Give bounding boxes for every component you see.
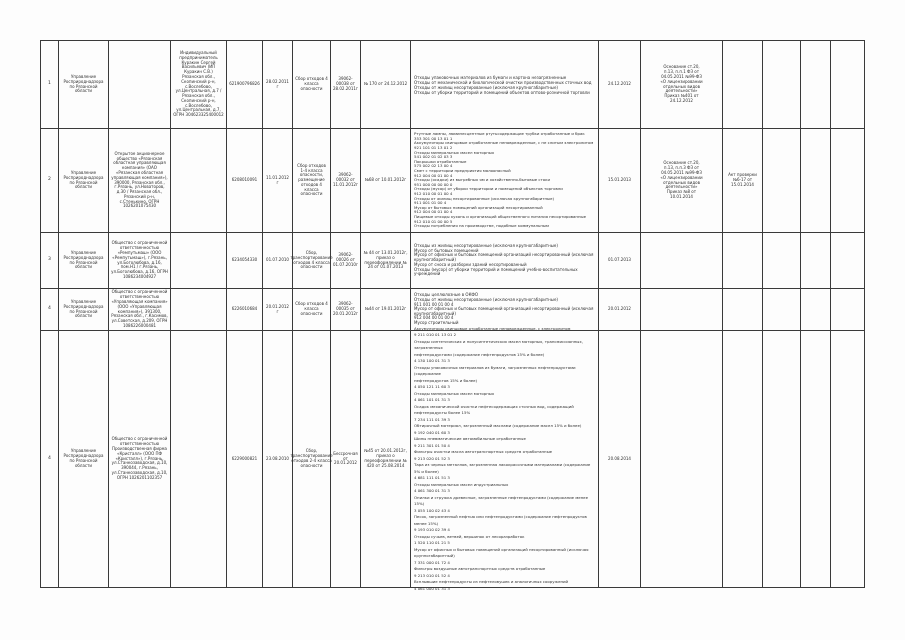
- waste-line: 4 681 111 01 51 3: [414, 475, 450, 481]
- waste-line: Мусор строительный: [414, 319, 459, 325]
- license-date: 20.01.2012 г: [263, 289, 293, 331]
- empty-cell: [171, 331, 227, 588]
- license-number: Бессрочная от 20.01.2012: [331, 331, 361, 588]
- waste-line: Пищевые отходы кухонь и организаций общественного питания несортированные: [414, 213, 586, 219]
- waste-line: Фильтры воздушные автотранспортных средств отработанные: [414, 566, 546, 572]
- empty-cell: [831, 41, 865, 129]
- license-register-table: [40, 40, 865, 591]
- waste-line: нефтепродуктов 15% и более): [414, 377, 478, 383]
- license-number: 39062-00032 от 11.01.2012г: [331, 129, 361, 233]
- waste-line: Отходы упаковочных материалов из бумаги, загрязненных нефтепродуктами (содержание: [414, 364, 576, 377]
- waste-line: 9 213 020 01 52 3: [414, 455, 450, 461]
- waste-line: 4 050 121 11 60 3: [414, 384, 450, 390]
- activity-type: Сбор, транспортирование отходов 2-4 класса опасности: [293, 331, 331, 588]
- waste-line: 911 001 01 00 4: [414, 200, 447, 206]
- waste-line: Мусор от офисных и бытовых помещений организаций несортированный (исключая крупногабаритный): [414, 306, 594, 316]
- waste-list: [411, 233, 599, 289]
- waste-line: Аккумуляторы свинцовые отработанные неповрежденные, с электролитом: [414, 325, 571, 331]
- waste-line: 912 010 01 00 00 5: [414, 218, 453, 224]
- waste-line: Отходы целлюлозные в ОКФО: [414, 292, 478, 298]
- waste-line: 9 192 040 01 60 3: [414, 429, 450, 435]
- empty-cell: [801, 129, 831, 233]
- waste-line: Аккумуляторы свинцовые отработанные неповрежденные, с не слитым электролитом: [414, 140, 594, 146]
- waste-line: Отходы упаковочных материалов из бумаги и картона незагрязненные: [414, 74, 567, 80]
- activity-type: Сбор отходов 4 класса опасности: [293, 41, 331, 129]
- empty-cell: [723, 233, 763, 289]
- empty-cell: [171, 233, 227, 289]
- order-info: №68 от 10.01.2012г: [361, 129, 411, 233]
- waste-line: 353 301 00 13 01 1: [414, 135, 453, 141]
- waste-line: Отходы (осадки) из выгребных ям и хозяйственно-бытовые стоки: [414, 177, 551, 183]
- waste-line: Мусор от бытовых помещений: [414, 247, 479, 253]
- decision-date: 15.01.2013: [599, 129, 641, 233]
- empty-cell: [171, 129, 227, 233]
- waste-line: 912 004 00 01 00 4: [414, 315, 454, 321]
- waste-line: Отходы (мусор) от уборки территории и помещений объектов торговли: [414, 186, 563, 192]
- license-date: 01.07.2010: [263, 233, 293, 289]
- waste-line: Отходы от уборки территорий и помещений объектов оптово-розничной торговли: [414, 89, 590, 95]
- authority-name: Управление Росприроднадзора по Рязанской области: [59, 233, 109, 289]
- waste-line: Отходы от жилищ несортированные (исключая крупногабаритные): [414, 84, 558, 90]
- empty-cell: [801, 331, 831, 588]
- basis-text: Основание ст.20, п.13, п.п.3 ФЗ от 04.05.2011 №99-ФЗ «О лицензировании отдельных видов деятельности» Приказ №8 от 10.01.2014: [641, 129, 723, 233]
- waste-line: 575 002 02 13 00 4: [414, 163, 453, 169]
- empty-cell: [723, 41, 763, 129]
- waste-line: 3 055 100 02 43 4: [414, 507, 450, 513]
- empty-cell: [763, 41, 801, 129]
- license-number: 39062-00026 от 01.07.2010г: [331, 233, 361, 289]
- waste-line: Отходы минеральных масел моторных: [414, 390, 495, 396]
- waste-line: 4 130 100 01 31 3: [414, 358, 450, 364]
- waste-line: 9 193 010 02 39 4: [414, 527, 450, 533]
- waste-line: Отходы синтетических и полусинтетических масел моторных, трансмиссионных, загрязненных: [414, 338, 583, 351]
- order-info: № 170 от 24.12.2012: [361, 41, 411, 129]
- activity-type: Сбор отходов 4 класса опасности: [293, 289, 331, 331]
- order-info: № 44 от 13.01.2012г, приказ о переоформлении № 24 от 01.07.2013: [361, 233, 411, 289]
- waste-line: Отходы от жилищ несортированные (исключая крупногабаритные): [414, 297, 558, 303]
- empty-cell: [763, 289, 801, 331]
- license-number: 39062-00035 от 20.01.2012г: [331, 289, 361, 331]
- authority-name: Управление Росприроднадзора по Рязанской области: [59, 129, 109, 233]
- waste-line: Фильтры очистки масла автотранспортных средств отработанные: [414, 449, 553, 455]
- inn: 6229000821: [227, 331, 263, 588]
- empty-cell: [831, 331, 865, 588]
- basis-text: Основание ст.20, п.13, п.п.1 ФЗ от 04.05.2011 №99-ФЗ «О лицензировании отдельных видов деятельности» Приказ №401 от 24.12.2012: [641, 41, 723, 129]
- waste-line: Обтирочный материал, загрязненный маслами (содержание масел 15% и более): [414, 423, 582, 429]
- waste-line: Покрышки отработанные: [414, 158, 467, 164]
- waste-line: 9 211 301 01 50 4: [414, 442, 450, 448]
- waste-line: Шины пневматические автомобильные отработанные: [414, 436, 526, 442]
- activity-type: Сбор отходов 1-4 класса опасности, размещение отходов 4 класса опасности: [293, 129, 331, 233]
- waste-line: Тара из черных металлов, загрязненная лакокрасочными материалами (содержание 5% и более): [414, 462, 591, 474]
- license-date: 11.01.2012 г: [263, 129, 293, 233]
- waste-line: 951 000 00 00 00 0: [414, 181, 453, 187]
- empty-cell: [763, 331, 801, 588]
- empty-cell: [801, 233, 831, 289]
- waste-line: 7 234 111 01 39 3: [414, 416, 450, 422]
- empty-cell: [641, 331, 723, 588]
- decision-date: 20.08.2014: [599, 331, 641, 588]
- waste-line: Отходы минеральных масел индустриальных: [414, 481, 509, 487]
- empty-cell: [831, 129, 865, 233]
- decision-date: 01.07.2013: [599, 233, 641, 289]
- inn: 6226010684: [227, 289, 263, 331]
- waste-line: Мусор от бытовых помещений организаций несортированный: [414, 204, 543, 210]
- waste-line: 4 061 101 01 31 3: [414, 397, 450, 403]
- waste-line: Ртутные лампы, люминесцентные ртутьсодержащие трубки отработанные и брак: [414, 131, 585, 137]
- organization-info: Открытое акционерное общество «Рязанская областная управляющая компания» (ОАО «Рязанская областная управляющая компания»), 390000, Рязанская обл., г.Рязань, ул.Новаторов, д.30 / Рязанская обл., Рязанский р-н, с.Стенькино, ОГРН 1026201075430: [109, 129, 171, 233]
- organization-info: Индивидуальный предприниматель Куракин Сергей Васильевич (ИП Куракин С.В.) Рязанская обл., Скопинский р-н, с.Вослебово, ул.Центральная, д.7 / Рязанская обл., Скопинский р-н, с.Вослебово, ул.Центральная, д.7, ОГРН 304623325400012: [171, 41, 227, 129]
- waste-line: 541 002 01 02 03 3: [414, 154, 453, 160]
- waste-line: 921 101 01 13 01 2: [414, 145, 453, 151]
- row-number: 4: [41, 331, 59, 588]
- empty-cell: [801, 289, 831, 331]
- decision-date: 20.01.2012: [599, 289, 641, 331]
- inspection-act: Акт проверки №6-17 от 15.01.2014: [723, 129, 763, 233]
- license-date: 28.02.2011 г: [263, 41, 293, 129]
- authority-name: Управление Росприроднадзора по Рязанской области: [59, 41, 109, 129]
- empty-cell: [763, 129, 801, 233]
- waste-line: Отходы из жилищ несортированные (исключая крупногабаритные): [414, 242, 558, 248]
- waste-line: Отходы сучьев, ветвей, вершинок от лесоразработок: [414, 533, 525, 539]
- waste-line: 911 001 00 01 00 4: [414, 301, 454, 307]
- waste-line: Всплывшие нефтепродукты из нефтеловушек и аналогичных сооружений: [414, 579, 569, 585]
- waste-line: Опилки и стружка древесные, загрязненные нефтепродуктами (содержание менее 15%): [414, 494, 588, 507]
- waste-line: Отходы потребления на производстве, подобные коммунальным: [414, 223, 549, 229]
- authority-name: Управление Росприроднадзора по Рязанской области: [59, 331, 109, 588]
- waste-line: Смет с территории предприятия малоопасный: [414, 168, 511, 174]
- license-date: 23.08.2010: [263, 331, 293, 588]
- inn: 621900796826: [227, 41, 263, 129]
- order-info: №44 от 19.01.2012г: [361, 289, 411, 331]
- row-number: 4: [41, 289, 59, 331]
- waste-list: [411, 129, 599, 233]
- organization-info: Общество с ограниченной ответственностью «Ремпутьмаш» (ООО «Ремпутьмаш»), г.Рязань, ул.Боголюбова, д.16, пом.Н1 / г.Рязань, ул.Боголюбова, д.16, ОГРН 1086234004927: [109, 233, 171, 289]
- order-info: №45 от 20.01.2012г, приказ о переоформлении № 420 от 25.08.2014: [361, 331, 411, 588]
- row-number: 1: [41, 41, 59, 129]
- waste-line: нефтепродуктами (содержание нефтепродуктов 15% и более): [414, 351, 545, 357]
- empty-cell: [831, 233, 865, 289]
- empty-cell: [109, 41, 171, 129]
- decision-date: 24.12.2012: [599, 41, 641, 129]
- empty-cell: [641, 289, 723, 331]
- waste-line: Отходы от жилищ несортированные (исключая крупногабаритные): [414, 195, 555, 201]
- waste-line: Мусор от офисных и бытовых помещений организаций несортированный (исключая крупногабаритный): [414, 252, 594, 263]
- empty-cell: [641, 233, 723, 289]
- inn: 6208010091: [227, 129, 263, 233]
- empty-cell: [801, 41, 831, 129]
- waste-line: Мусор от офисных и бытовых помещений организаций несортированный (исключая крупногабаритный): [414, 546, 589, 559]
- waste-line: 912 004 00 01 00 4: [414, 209, 453, 215]
- waste-line: 7 331 000 01 72 4: [414, 559, 450, 565]
- waste-line: 9 213 010 01 52 4: [414, 572, 450, 578]
- waste-line: 912 004 00 01 00 4: [414, 172, 453, 178]
- waste-line: 912 010 00 01 00 4: [414, 190, 453, 196]
- organization-info: Общество с ограниченной ответственностью «Управляющая компания» (ООО «Управляющая компания»), 391300, Рязанская обл., г.Касимов, ул.Советская, д.209, ОГРН 1086226000481: [109, 289, 171, 331]
- empty-cell: [171, 289, 227, 331]
- row-number: 2: [41, 129, 59, 233]
- waste-list: [411, 289, 599, 331]
- empty-cell: [763, 233, 801, 289]
- waste-line: Мусор от сноса и разборки зданий несортированный: [414, 261, 527, 267]
- waste-line: Отходы минеральных масел моторных: [414, 149, 495, 155]
- organization-info: Общество с ограниченной ответственностью Производственная фирма «Кристалл» (ООО ПФ «Кристалл»), г.Рязань, ул.Станкозаводская, д.10, 390044, г.Рязань, ул.Станкозаводская, д.10, ОГРН 1026201102357: [109, 331, 171, 588]
- row-number: 3: [41, 233, 59, 289]
- license-number: 39062-00038 от 28.02.2011г: [331, 41, 361, 129]
- empty-cell: [723, 289, 763, 331]
- waste-list: [411, 325, 599, 591]
- authority-name: Управление Росприроднадзора по Рязанской области: [59, 289, 109, 331]
- inn: 6234054330: [227, 233, 263, 289]
- waste-line: Отходы (мусор) от уборки территорий и помещений учебно-воспитательных учреждений: [414, 266, 578, 277]
- waste-line: Песок, загрязненный нефтью или нефтепродуктами (содержание нефтепродуктов менее 15%): [414, 514, 587, 526]
- waste-list: [411, 41, 599, 129]
- waste-line: 4 061 000 01 31 3: [414, 585, 450, 591]
- waste-line: 4 061 300 01 31 3: [414, 488, 450, 494]
- empty-cell: [723, 331, 763, 588]
- waste-line: 9 211 010 01 13 01 2: [414, 332, 457, 338]
- waste-line: Осадок механической очистки нефтесодержащих сточных вод, содержащий нефтепродукты более 15%: [414, 403, 574, 416]
- activity-type: Сбор, транспортирование отходов 4 класса опасности: [293, 233, 331, 289]
- waste-line: 1 520 110 01 21 5: [414, 540, 450, 546]
- empty-cell: [831, 289, 865, 331]
- waste-line: Отходы от механической и биологической очистки производственных сточных вод: [414, 79, 592, 85]
